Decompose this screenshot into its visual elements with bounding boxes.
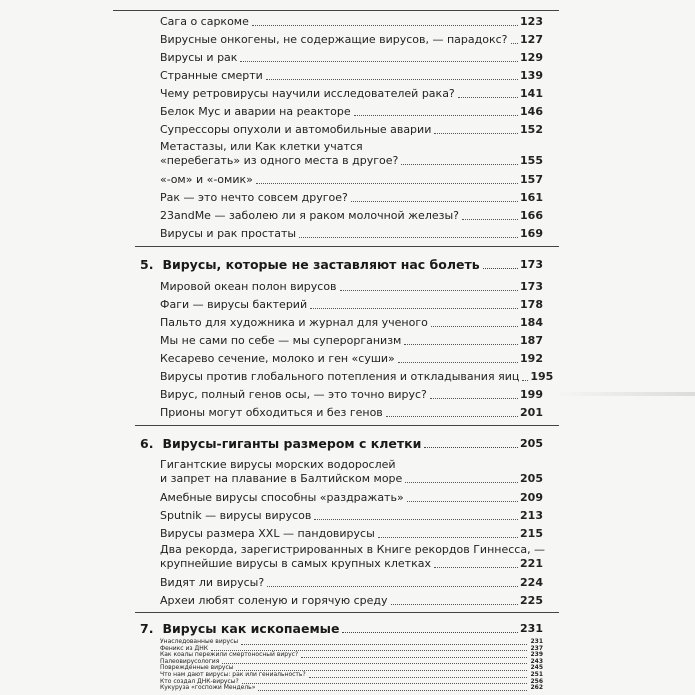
- toc-entry: Вирусы и рак 129: [160, 51, 543, 64]
- toc-entry: Вирусы размера XXL — пандовирусы 215: [160, 527, 543, 540]
- toc-entry: Кукуруза «госпожи Мендель» 262: [160, 684, 543, 692]
- toc-entry-multiline: Метастазы, или Как клетки учатся «перебегать» из одного места в другое? 155: [160, 140, 543, 167]
- toc-entry: Вирусы против глобального потепления и откладывания яиц 195: [160, 370, 554, 383]
- toc-entry: Фаги — вирусы бактерий 178: [160, 298, 543, 311]
- toc-entry: Видят ли вирусы? 224: [160, 576, 543, 589]
- toc-entry: Сага о саркоме 123: [160, 15, 543, 28]
- toc-entry: Феникс из ДНК 237: [160, 644, 543, 652]
- chapter-heading: 5. Вирусы, которые не заставляют нас болеть 173: [140, 257, 543, 272]
- divider: [135, 425, 559, 426]
- divider-top: [113, 10, 559, 11]
- toc-entry: Рак — это нечто совсем другое? 161: [160, 191, 543, 204]
- chapter-heading: 6. Вирусы-гиганты размером с клетки 205: [140, 436, 543, 451]
- toc-entry: Поврежденные вирусы 245: [160, 664, 543, 672]
- toc-entry: Амебные вирусы способны «раздражать» 209: [160, 491, 543, 504]
- toc-entry: Кесарево сечение, молоко и ген «суши» 192: [160, 352, 543, 365]
- toc-entry: Странные смерти 139: [160, 69, 543, 82]
- toc-entry-multiline: Два рекорда, зарегистрированных в Книге рекордов Гиннесса, — крупнейшие вирусы в самых крупных клетках 221: [160, 543, 546, 570]
- toc-entry: Sputnik — вирусы вирусов 213: [160, 509, 543, 522]
- toc-entry: Археи любят соленую и горячую среду 225: [160, 594, 543, 607]
- chapter-heading: 7. Вирусы как ископаемые 231: [140, 621, 543, 636]
- toc-entry: Прионы могут обходиться и без генов 201: [160, 406, 543, 419]
- toc-entry: Мы не сами по себе — мы суперорганизм 187: [160, 334, 543, 347]
- bleed-through-shadow: [555, 392, 695, 396]
- toc-entry: «-ом» и «-омик» 157: [160, 173, 543, 186]
- divider: [135, 612, 559, 613]
- divider: [135, 246, 559, 247]
- toc-entry: 23andMe — заболею ли я раком молочной железы? 166: [160, 209, 543, 222]
- toc-entry-multiline: Гигантские вирусы морских водорослей и запрет на плавание в Балтийском море 205: [160, 458, 543, 485]
- toc-entry: Пальто для художника и журнал для ученого 184: [160, 316, 543, 329]
- toc-entry: Палеовирусология 243: [160, 657, 543, 665]
- toc-entry: Вирусные онкогены, не содержащие вирусов, — парадокс? 127: [160, 33, 543, 46]
- toc-entry: Что нам дают вирусы: рак или гениальность? 251: [160, 671, 543, 678]
- toc-entry: Вирусы и рак простаты 169: [160, 227, 543, 240]
- toc-entry: Супрессоры опухоли и автомобильные аварии 152: [160, 123, 543, 136]
- toc-entry: Вирус, полный генов осы, — это точно вирус? 199: [160, 388, 543, 401]
- toc-entry: Белок Мус и аварии на реакторе 146: [160, 105, 543, 118]
- toc-entry: Чему ретровирусы научили исследователей рака? 141: [160, 87, 543, 100]
- toc-entry: Унаследованные вирусы 231: [160, 638, 543, 645]
- toc-entry: Мировой океан полон вирусов 173: [160, 280, 543, 293]
- toc-entry: Как коалы пережили смертоносный вирус? 239: [160, 651, 543, 659]
- toc-entry: Кто создал ДНК-вирусы? 256: [160, 677, 543, 685]
